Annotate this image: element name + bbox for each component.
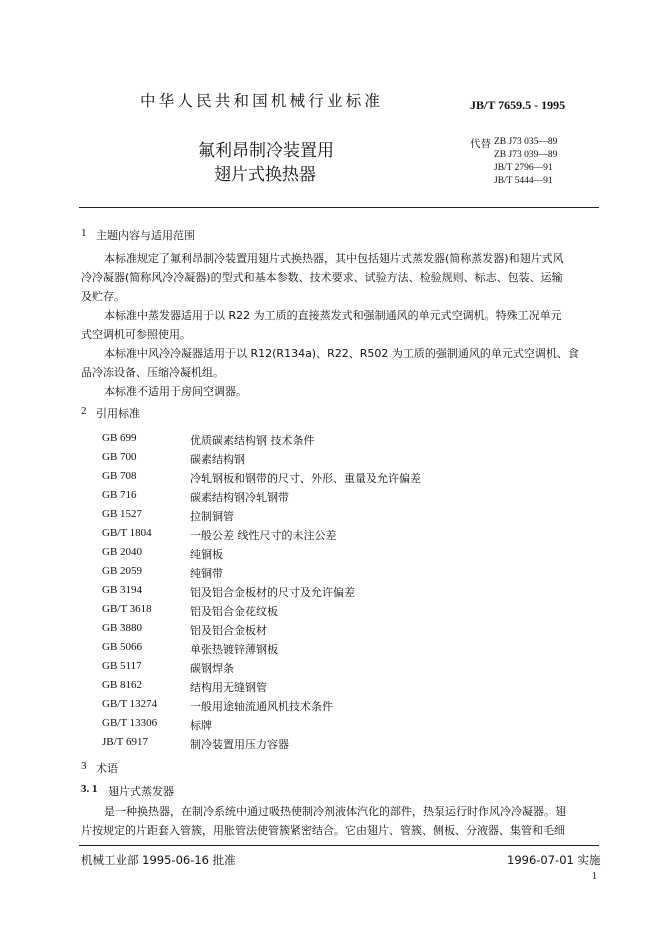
paragraph-line: 及贮存。 bbox=[81, 290, 125, 303]
replaces-label: 代替 bbox=[470, 138, 491, 150]
paragraph-line: 本标准中风冷冷凝器适用于以 R12(R134a)、R22、R502 为工质的强制通风的单元式空调机、食 bbox=[104, 347, 579, 360]
reference-code: GB 5117 bbox=[102, 660, 142, 672]
reference-title: 标牌 bbox=[190, 719, 212, 732]
paragraph-line: 品冷冻设备、压缩冷凝机组。 bbox=[81, 366, 224, 379]
reference-code: GB 2040 bbox=[102, 546, 143, 558]
section-1-title: 主题内容与适用范围 bbox=[96, 229, 195, 242]
paragraph-line: 本标准不适用于房间空调器。 bbox=[104, 385, 247, 398]
replaced-standard: ZB J73 035—89 bbox=[494, 137, 558, 147]
standard-code: JB/T 7659.5 - 1995 bbox=[470, 98, 566, 112]
section-2-title: 引用标准 bbox=[96, 407, 140, 420]
replaced-standard: ZB J73 039—89 bbox=[494, 150, 558, 160]
section-1-number: 1 bbox=[81, 227, 87, 239]
reference-code: GB 3880 bbox=[102, 622, 143, 634]
paragraph-line: 本标准中蒸发器适用于以 R22 为工质的直接蒸发式和强制通风的单元式空调机。特殊工况单元 bbox=[104, 309, 562, 322]
replaced-standard: JB/T 2796—91 bbox=[494, 163, 553, 173]
reference-code: GB 2059 bbox=[102, 565, 143, 577]
reference-code: GB 700 bbox=[102, 451, 137, 463]
reference-title: 结构用无缝钢管 bbox=[190, 681, 267, 694]
reference-code: GB 1527 bbox=[102, 508, 143, 520]
section-3-title: 术语 bbox=[96, 762, 118, 775]
reference-code: GB 708 bbox=[102, 470, 137, 482]
header-divider bbox=[79, 207, 599, 208]
paragraph-line: 是一种换热器，在制冷系统中通过吸热使制冷剂液体汽化的部件，热泵运行时作风冷冷凝器。翅 bbox=[104, 805, 566, 818]
reference-title: 铝及铝合金板材的尺寸及允许偏差 bbox=[190, 586, 355, 599]
reference-title: 碳素结构钢冷轧钢带 bbox=[190, 491, 289, 504]
subsection-3-1-title: 翅片式蒸发器 bbox=[108, 785, 174, 798]
reference-title: 制冷装置用压力容器 bbox=[190, 738, 289, 751]
paragraph-line: 冷冷凝器(简称风冷冷凝器)的型式和基本参数、技术要求、试验方法、检验规则、标志、包装、运输 bbox=[81, 271, 563, 284]
reference-code: GB/T 1804 bbox=[102, 527, 152, 539]
reference-code: GB 3194 bbox=[102, 584, 143, 596]
reference-code: GB/T 3618 bbox=[102, 603, 152, 615]
reference-code: GB/T 13274 bbox=[102, 698, 158, 710]
reference-title: 纯铜板 bbox=[190, 548, 223, 561]
paragraph-line: 本标准规定了氟利昂制冷装置用翅片式换热器，其中包括翅片式蒸发器(简称蒸发器)和翅片式风 bbox=[104, 252, 564, 265]
reference-code: GB 8162 bbox=[102, 679, 143, 691]
subsection-3-1-number: 3. 1 bbox=[81, 783, 98, 795]
reference-title: 铝及铝合金花纹板 bbox=[190, 605, 278, 618]
reference-title: 铝及铝合金板材 bbox=[190, 624, 267, 637]
paragraph-line: 式空调机可参照使用。 bbox=[81, 328, 191, 341]
reference-title: 碳素结构钢 bbox=[190, 453, 245, 466]
reference-title: 碳钢焊条 bbox=[190, 662, 234, 675]
issuing-organization: 中华人民共和国机械行业标准 bbox=[140, 92, 384, 110]
reference-title: 纯铜带 bbox=[190, 567, 223, 580]
implementation-date: 1996-07-01 实施 bbox=[507, 853, 601, 867]
reference-title: 一般公差 线性尺寸的未注公差 bbox=[190, 529, 337, 542]
paragraph-line: 片按规定的片距套入管簇，用胀管法使管簇紧密结合。它由翅片、管簇、侧板、分液器、集管和毛细 bbox=[81, 824, 565, 837]
section-3-number: 3 bbox=[81, 760, 87, 772]
reference-code: GB 716 bbox=[102, 489, 137, 501]
page-number: 1 bbox=[592, 871, 597, 882]
reference-title: 冷轧钢板和钢带的尺寸、外形、重量及允许偏差 bbox=[190, 472, 421, 485]
reference-title: 优质碳素结构钢 技术条件 bbox=[190, 434, 315, 447]
approval-date: 机械工业部 1995-06-16 批准 bbox=[81, 853, 236, 867]
document-title-line2: 翅片式换热器 bbox=[214, 165, 316, 185]
reference-title: 拉制铜管 bbox=[190, 510, 234, 523]
replaced-standard: JB/T 5444—91 bbox=[494, 176, 553, 186]
reference-code: GB 699 bbox=[102, 432, 137, 444]
footer-divider bbox=[79, 845, 599, 846]
section-2-number: 2 bbox=[81, 405, 87, 417]
reference-code: GB/T 13306 bbox=[102, 717, 158, 729]
reference-code: JB/T 6917 bbox=[102, 736, 148, 748]
document-title-line1: 氟利昂制冷装置用 bbox=[198, 141, 334, 161]
reference-code: GB 5066 bbox=[102, 641, 143, 653]
reference-title: 单张热镀锌薄钢板 bbox=[190, 643, 278, 656]
reference-title: 一般用途轴流通风机技术条件 bbox=[190, 700, 333, 713]
